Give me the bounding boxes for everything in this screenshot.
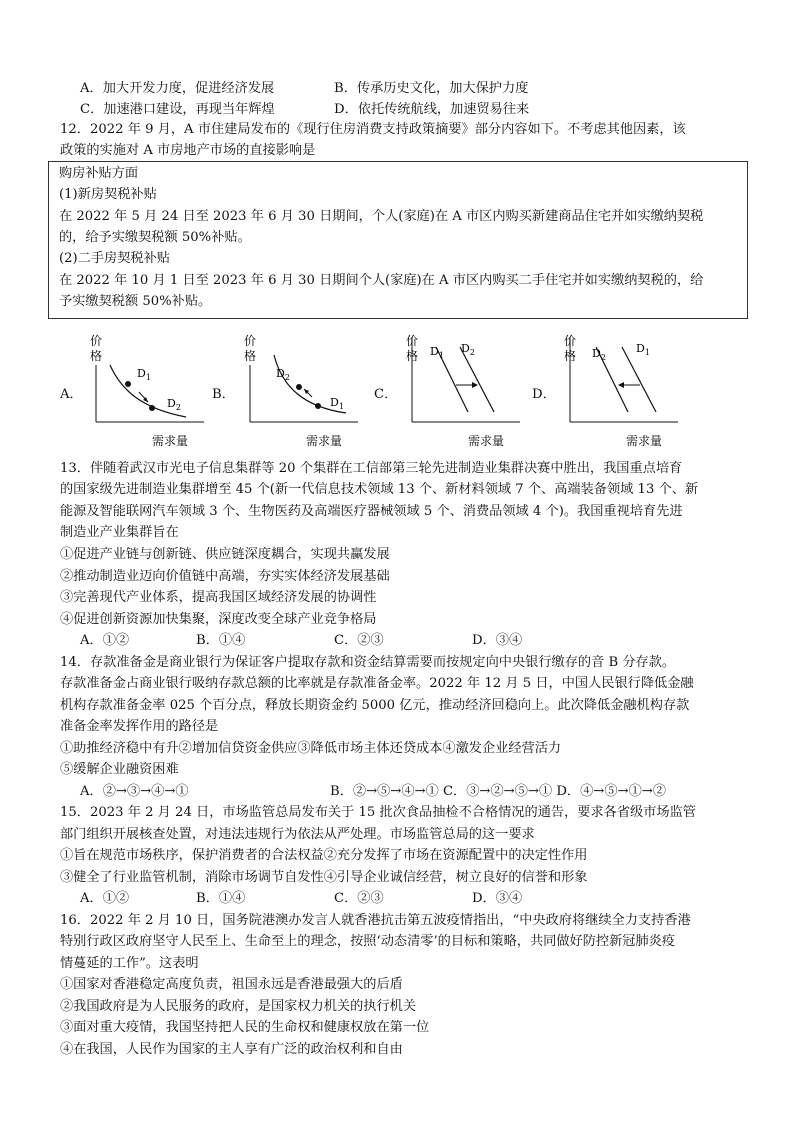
q16-item-4: ④在我国，人民作为国家的主人享有广泛的政治权利和自由 — [60, 1042, 403, 1057]
graph-b-label: B． — [212, 387, 235, 402]
y-axis-label-top: 价 — [244, 334, 257, 348]
point-d1 — [125, 381, 131, 387]
q15-stem-2: 部门组织开展核查处置，对违法违规行为依法从严处理。市场监管总局的这一要求 — [60, 827, 535, 842]
policy-heading: 购房补贴方面 — [59, 166, 139, 181]
q16-stem-3: 情蔓延的工作”。这表明 — [60, 956, 199, 971]
q15-option-a: A．①② — [80, 891, 130, 906]
q13-option-a: A．①② — [80, 633, 130, 648]
q16-item-2: ②我国政府是为人民服务的政府，是国家权力机关的执行机关 — [60, 999, 417, 1014]
q14-items-2: ⑤缓解企业融资困难 — [60, 762, 179, 777]
demand-line-d1 — [622, 347, 656, 412]
label-d1: $D_1$ — [137, 367, 151, 382]
q13-option-d: D．③④ — [472, 633, 523, 648]
y-axis-label-top: 价 — [90, 334, 103, 348]
label-d2: $D_2$ — [592, 347, 606, 362]
q13-item-4: ④促进创新资源加快集聚，深度改变全球产业竞争格局 — [60, 612, 377, 627]
q11-option-d: D．依托传统航线，加速贸易往来 — [334, 102, 530, 117]
x-axis-label: 需求量 — [468, 434, 505, 448]
q13-item-1: ①促进产业链与创新链、供应链深度耦合，实现共赢发展 — [60, 547, 390, 562]
q14-stem-3: 机构存款准备金率 025 个百分点，释放长期资金约 5000 亿元，推动经济回稳向上。此次降低金融机构存款 — [60, 698, 690, 713]
x-axis-label: 需求量 — [306, 434, 343, 448]
demand-line-d2 — [460, 347, 494, 412]
label-d2: $D_2$ — [276, 367, 290, 382]
q14-option-bcd: B．②→⑤→④→① C．③→②→⑤→① D．④→⑤→①→② — [330, 784, 666, 799]
policy-item-2-line-1: 在 2022 年 10 月 1 日至 2023 年 6 月 30 日期间个人(家庭)在 A 市区内购买二手住宅并如实缴纳契税的，给 — [59, 273, 704, 288]
label-d2: $D_2$ — [167, 397, 181, 412]
point-d2 — [149, 405, 155, 411]
q14-stem-4: 准备金率发挥作用的路径是 — [60, 719, 219, 734]
graph-c — [398, 327, 528, 452]
q16-item-3: ③面对重大疫情，我国坚持把人民的生命权和健康权放在第一位 — [60, 1020, 430, 1035]
q15-option-b: B．①④ — [196, 891, 246, 906]
label-d1: $D_1$ — [430, 345, 444, 360]
y-axis-label-bottom: 格 — [564, 349, 577, 363]
x-axis-label: 需求量 — [626, 434, 663, 448]
q13-stem-1: 13．伴随着武汉市光电子信息集群等 20 个集群在工信部第三轮先进制造业集群决赛中胜出，我国重点培育 — [60, 461, 683, 476]
q12-stem-2: 政策的实施对 A 市房地产市场的直接影响是 — [60, 143, 316, 158]
label-d1: $D_1$ — [636, 342, 650, 357]
q13-stem-2: 的国家级先进制造业集群增至 45 个(新一代信息技术领域 13 个、新材料领域 7 个、高端装备领域 13 个、新 — [60, 482, 699, 497]
q16-stem-1: 16．2022 年 2 月 10 日，国务院港澳办发言人就香港抗击第五波疫情指出，“中央政府将继续全力支持香港 — [60, 913, 691, 928]
q12-stem-1: 12．2022 年 9 月，A 市住建局发布的《现行住房消费支持政策摘要》部分内容如下。不考虑其他因素，该 — [60, 122, 686, 137]
y-axis-label-bottom: 格 — [90, 349, 103, 363]
q11-option-b: B．传承历史文化，加大保护力度 — [334, 81, 529, 96]
point-d2 — [296, 384, 302, 390]
graph-c-label: C． — [374, 387, 398, 402]
y-axis-label-bottom: 格 — [244, 349, 257, 363]
q15-option-c: C．②③ — [334, 891, 384, 906]
q16-item-1: ①国家对香港稳定高度负责，祖国永远是香港最强大的后盾 — [60, 977, 403, 992]
graph-b — [236, 327, 366, 452]
y-axis-label-top: 价 — [406, 334, 419, 348]
policy-item-1-line-2: 的，给予实缴契税额 50%补贴。 — [59, 230, 251, 245]
q11-option-c: C．加速港口建设，再现当年辉煌 — [80, 102, 275, 117]
policy-item-2-title: (2)二手房契税补贴 — [59, 251, 170, 266]
q14-stem-2: 存款准备金占商业银行吸纳存款总额的比率就是存款准备金率。2022 年 12 月 5 日，中国人民银行降低金融 — [60, 676, 694, 691]
q13-option-c: C．②③ — [334, 633, 384, 648]
policy-item-2-line-2: 予实缴契税额 50%补贴。 — [59, 294, 212, 309]
y-axis-label-bottom: 格 — [406, 349, 419, 363]
q13-stem-4: 制造业产业集群旨在 — [60, 525, 179, 540]
policy-item-1-line-1: 在 2022 年 5 月 24 日至 2023 年 6 月 30 日期间，个人(家庭)在 A 市区内购买新建商品住宅并如实缴纳契税 — [59, 209, 704, 224]
q11-option-a: A．加大开发力度，促进经济发展 — [80, 81, 275, 96]
graph-d — [556, 327, 686, 452]
q14-items-1: ①助推经济稳中有升②增加信贷资金供应③降低市场主体还贷成本④激发企业经营活力 — [60, 741, 562, 756]
q15-items-2: ③健全了行业监管机制，消除市场调节自发性④引导企业诚信经营，树立良好的信誉和形象 — [60, 870, 588, 885]
graph-d-label: D． — [532, 387, 556, 402]
point-d1 — [315, 403, 321, 409]
q14-stem-1: 14．存款准备金是商业银行为保证客户提取存款和资金结算需要而按规定向中央银行缴存的音 B 分存款。 — [60, 655, 676, 670]
q15-stem-1: 15．2023 年 2 月 24 日，市场监管总局发布关于 15 批次食品抽检不合格情况的通告，要求各省级市场监管 — [60, 805, 696, 820]
label-d1: $D_1$ — [330, 396, 344, 411]
q15-option-d: D．③④ — [472, 891, 523, 906]
q16-stem-2: 特别行政区政府坚守人民至上、生命至上的理念，按照‘动态清零’的目标和策略，共同做好防控新冠肺炎疫 — [60, 934, 676, 949]
q12-policy-box — [48, 161, 748, 319]
label-d2: $D_2$ — [461, 342, 475, 357]
policy-item-1-title: (1)新房契税补贴 — [59, 187, 157, 202]
q14-option-a: A．②→③→④→① — [80, 784, 189, 799]
x-axis-label: 需求量 — [152, 434, 189, 448]
graph-a — [82, 327, 212, 452]
q13-item-2: ②推动制造业迈向价值链中高端，夯实实体经济发展基础 — [60, 569, 390, 584]
y-axis-label-top: 价 — [564, 334, 577, 348]
graph-a-label: A． — [60, 387, 83, 402]
q13-item-3: ③完善现代产业体系，提高我国区域经济发展的协调性 — [60, 590, 377, 605]
q15-items-1: ①旨在规范市场秩序，保护消费者的合法权益②充分发挥了市场在资源配置中的决定性作用 — [60, 848, 588, 863]
q13-stem-3: 能源及智能联网汽车领域 3 个、生物医药及高端医疗器械领域 5 个、消费品领域 4 个)。我国重视培育先进 — [60, 504, 683, 519]
q13-option-b: B．①④ — [196, 633, 246, 648]
